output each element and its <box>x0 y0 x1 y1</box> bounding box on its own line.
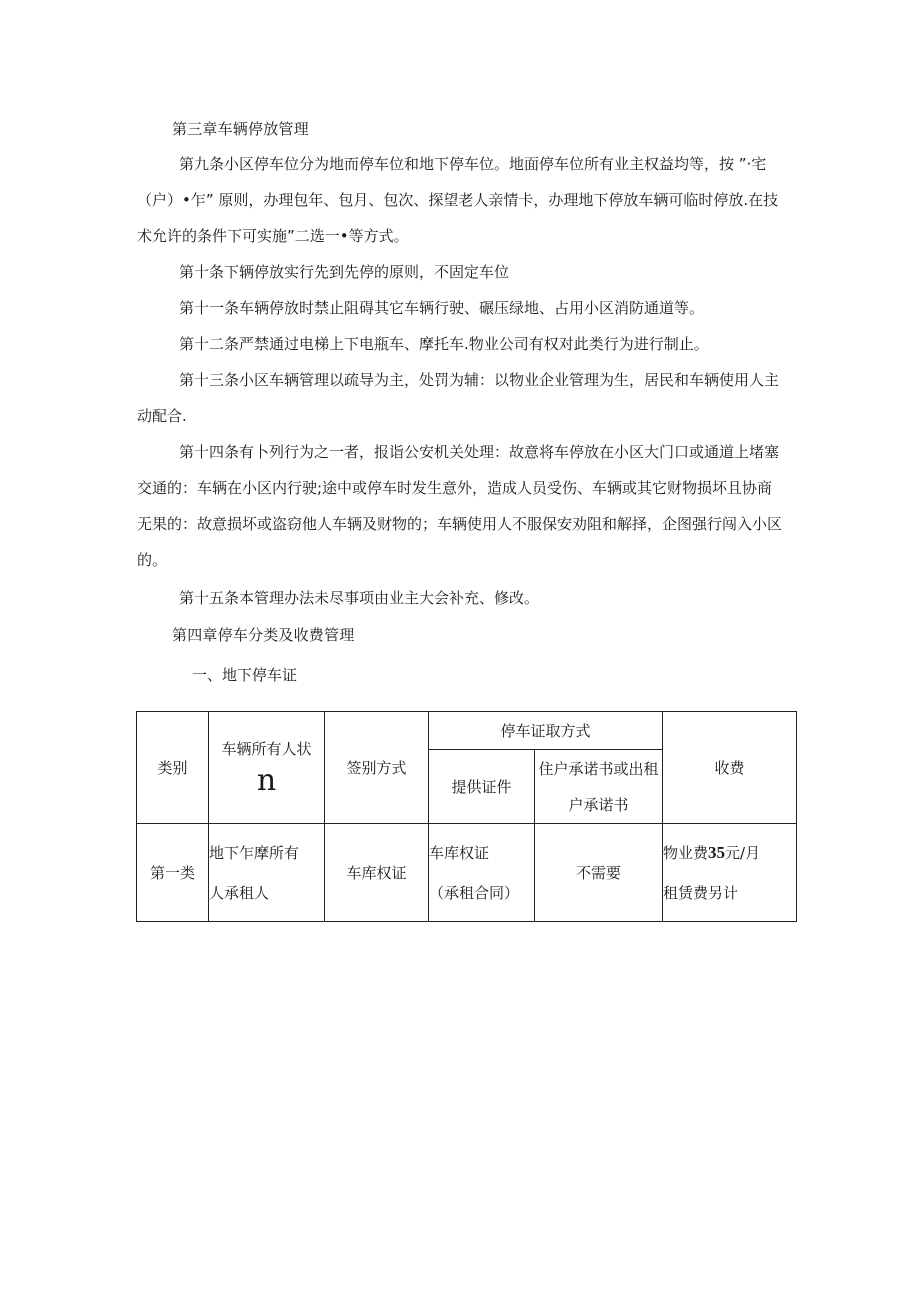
parking-fee-table <box>136 711 797 922</box>
article-14-line4: 的。 <box>137 551 168 569</box>
article-14-line3: 无果的：故意损坏或盗窃他人车辆及财物的；车辆使用人不服保安劝阻和解择，企图强行闯入小区 <box>137 515 783 533</box>
article-14 <box>137 434 797 578</box>
article-13-line2: 动配合. <box>137 407 187 425</box>
article-10-text: 第十条下辆停放实行先到先停的原则，不固定车位 <box>179 263 510 281</box>
chapter3-title: 第三章车辆停放管理 <box>172 120 309 138</box>
table-row <box>137 824 797 922</box>
fee-suffix: 元/月 <box>725 843 761 862</box>
fee-prefix: 物业费 <box>663 843 709 862</box>
article-15 <box>137 580 797 616</box>
article-10 <box>137 254 797 290</box>
article-9-line3: 术允许的条件下可实施”二选一•等方式。 <box>137 227 409 245</box>
article-13 <box>137 362 797 434</box>
table-header-row <box>137 712 797 750</box>
header-obtain-method: 停车证取方式 <box>429 712 663 750</box>
row1-fee-line2: 租赁费另计 <box>663 883 739 902</box>
row1-fee-line1 <box>663 833 796 873</box>
section-title: 一、地下停车证 <box>192 666 298 684</box>
row1-docs-line2: （承租合同） <box>429 883 520 902</box>
header-owner-glyph: n <box>256 762 277 798</box>
row1-owner-line2: 人承租人 <box>209 883 270 902</box>
row1-documents <box>429 824 535 922</box>
row1-pledge: 不需要 <box>535 824 663 922</box>
row1-category: 第一类 <box>137 824 209 922</box>
article-11-text: 第十一条车辆停放时禁止阻碍其它车辆行驶、碾压绿地、占用小区消防通道等。 <box>179 299 705 317</box>
header-sign-method: 签别方式 <box>325 712 429 824</box>
article-13-line1: 第十三条小区车辆管理以疏导为主，处罚为辅：以物业企业管理为生，居民和车辆使用人主 <box>179 371 780 389</box>
header-documents: 提供证件 <box>429 750 535 824</box>
row1-docs-line1: 车库权证 <box>429 843 490 862</box>
article-11 <box>137 290 797 326</box>
header-owner-status <box>209 712 325 824</box>
row1-fee <box>663 824 797 922</box>
fee-amount: 35 <box>708 842 726 862</box>
article-12 <box>137 326 797 362</box>
row1-owner-line1: 地下乍摩所有 <box>209 843 300 862</box>
article-15-text: 第十五条本管理办法未尽事项由业主大会补充、修改。 <box>179 589 540 607</box>
header-pledge-line2: 户承诺书 <box>568 795 629 814</box>
article-14-line1: 第十四条有卜列行为之一者，报诣公安机关处理：故意将车停放在小区大门口或通道上堵塞 <box>179 443 780 461</box>
header-fee: 收费 <box>663 712 797 824</box>
header-owner-label: 车辆所有人状 <box>221 739 312 758</box>
header-category: 类别 <box>137 712 209 824</box>
chapter4-title: 第四章停车分类及收费管理 <box>172 626 355 644</box>
article-14-line2: 交通的：车辆在小区内行驶;途中或停车时发生意外，造成人员受伤、车辆或其它财物损坏且协商 <box>137 479 773 497</box>
article-9-line2: （户）•乍” 原则，办理包年、包月、包次、探望老人亲情卡，办理地下停放车辆可临时停放.在技 <box>137 191 779 209</box>
header-pledge-line1: 住户承诺书或出租 <box>538 759 659 778</box>
article-12-text: 第十二条严禁通过电梯上下电瓶车、摩托车.物业公司有权对此类行为进行制止。 <box>179 335 709 353</box>
article-9-line1: 第九条小区停车位分为地而停车位和地下停车位。地面停车位所有业主权益均等，按 ”·宅 <box>179 155 767 173</box>
article-9 <box>137 146 797 254</box>
row1-sign: 车库权证 <box>325 824 429 922</box>
header-pledge <box>535 750 663 824</box>
row1-owner <box>209 824 325 922</box>
